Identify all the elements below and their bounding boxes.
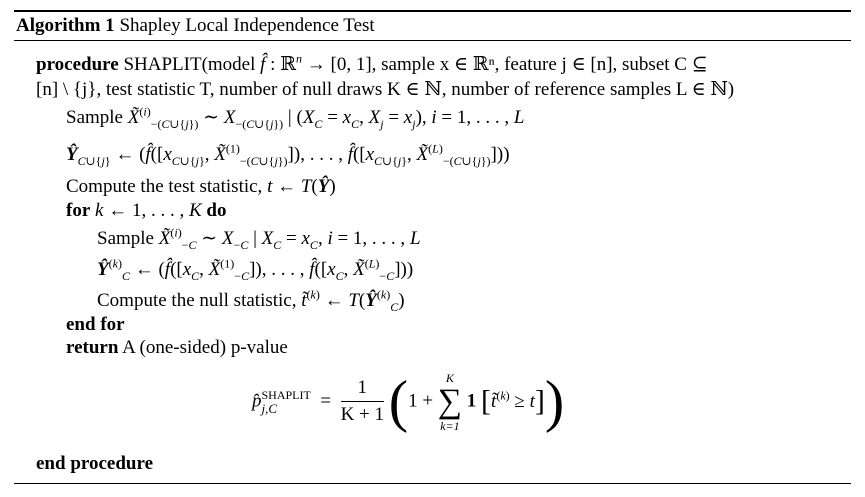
for-keyword: for bbox=[66, 200, 91, 221]
compute-null-line: Compute the null statistic, t̃$^{(k)}$ ← $T(Ŷ^{(k)}_C)$ bbox=[97, 287, 405, 314]
return-text: A (one-sided) p-value bbox=[122, 337, 288, 358]
procedure-keyword: procedure bbox=[36, 54, 119, 75]
return-keyword: return bbox=[66, 337, 119, 358]
algorithm-title: Shapley Local Independence Test bbox=[119, 15, 375, 36]
procedure-args-2: [n] \ {j}, test statistic T, number of null draws K ∈ ℕ, number of reference samples L ∈ ℕ) bbox=[36, 79, 735, 100]
fraction-denominator: K + 1 bbox=[340, 404, 384, 426]
algorithm-caption bbox=[16, 15, 375, 37]
end-for-keyword: end for bbox=[66, 314, 125, 335]
summation: K ∑ k=1 bbox=[437, 370, 463, 433]
top-rule bbox=[14, 10, 851, 12]
bottom-rule bbox=[14, 483, 851, 484]
for-line: for k ← 1, . . . , K do bbox=[66, 200, 227, 221]
procedure-open: (model bbox=[201, 54, 256, 75]
fraction-numerator: 1 bbox=[341, 377, 384, 402]
p-value-superscript: SHAPLIT bbox=[261, 387, 311, 402]
fraction bbox=[341, 377, 384, 426]
procedure-signature-line2 bbox=[36, 79, 734, 101]
sample-null-line: Sample X̃$^{(i)}_{-C}$ ∼ $X_{-C}$ | $X_C = x_C$, i = 1, . . . , L bbox=[97, 225, 421, 252]
sum-upper: K bbox=[445, 370, 454, 385]
sample-keyword-1: Sample bbox=[66, 107, 123, 128]
procedure-signature-line1: procedure SHAPLIT(model f̂ : ℝ$^n$ → [0, 1], sample x ∈ ℝⁿ, feature j ∈ [n], subset C ⊆ bbox=[36, 51, 708, 75]
sample-reference-line: Sample X̃$^{(i)}_{-(C\cup\{j\})}$ ∼ $X_{-(C\cup\{j\})}$ | ($X_C = x_C$, $X_j = x_j$), i = 1, . . . , L bbox=[66, 104, 525, 131]
end-procedure-line bbox=[36, 453, 153, 475]
return-line bbox=[66, 337, 288, 359]
end-for-line bbox=[66, 314, 125, 336]
compute-null-text: Compute the null statistic, bbox=[97, 290, 297, 311]
y-null-line: $Ŷ^{(k)}_C$ ← ($f̂([x_C$, X̃$^{(1)}_{-C}$]), . . . , $f̂([x_C$, X̃$^{(L)}_{-C}$])) bbox=[97, 256, 414, 283]
caption-rule bbox=[14, 40, 851, 41]
y-assignment-line: $Ŷ_{C\cup\{j\}}$ ← ($f̂([x_{C\cup\{j\}}$, X̃$^{(1)}_{-(C\cup\{j\})}$]), . . . , $f̂([x_{C\cup\{j\}}$, X̃$^{(L)}_{-(C\cup\{j\})}$])) bbox=[66, 141, 510, 168]
compute-test-text: Compute the test statistic, bbox=[66, 176, 263, 197]
sum-lower: k=1 bbox=[440, 418, 460, 433]
compute-test-line: Compute the test statistic, t ← T(Ŷ) bbox=[66, 176, 336, 197]
sample-keyword-2: Sample bbox=[97, 228, 154, 249]
do-keyword: do bbox=[206, 200, 227, 221]
end-procedure-keyword: end procedure bbox=[36, 453, 153, 474]
procedure-args-1: sample x ∈ ℝⁿ, feature j ∈ [n], subset C ⊆ bbox=[381, 54, 708, 75]
procedure-name: SHAPLIT bbox=[123, 54, 202, 75]
p-value-formula: p̂ SHAPLIT j,C = $\frac{1}{K + 1}$ (1 + K ∑ k=1 1 [t̃$^{(k)}$ ≥ t]) bbox=[252, 368, 565, 434]
algorithm-label: Algorithm 1 bbox=[16, 15, 115, 36]
